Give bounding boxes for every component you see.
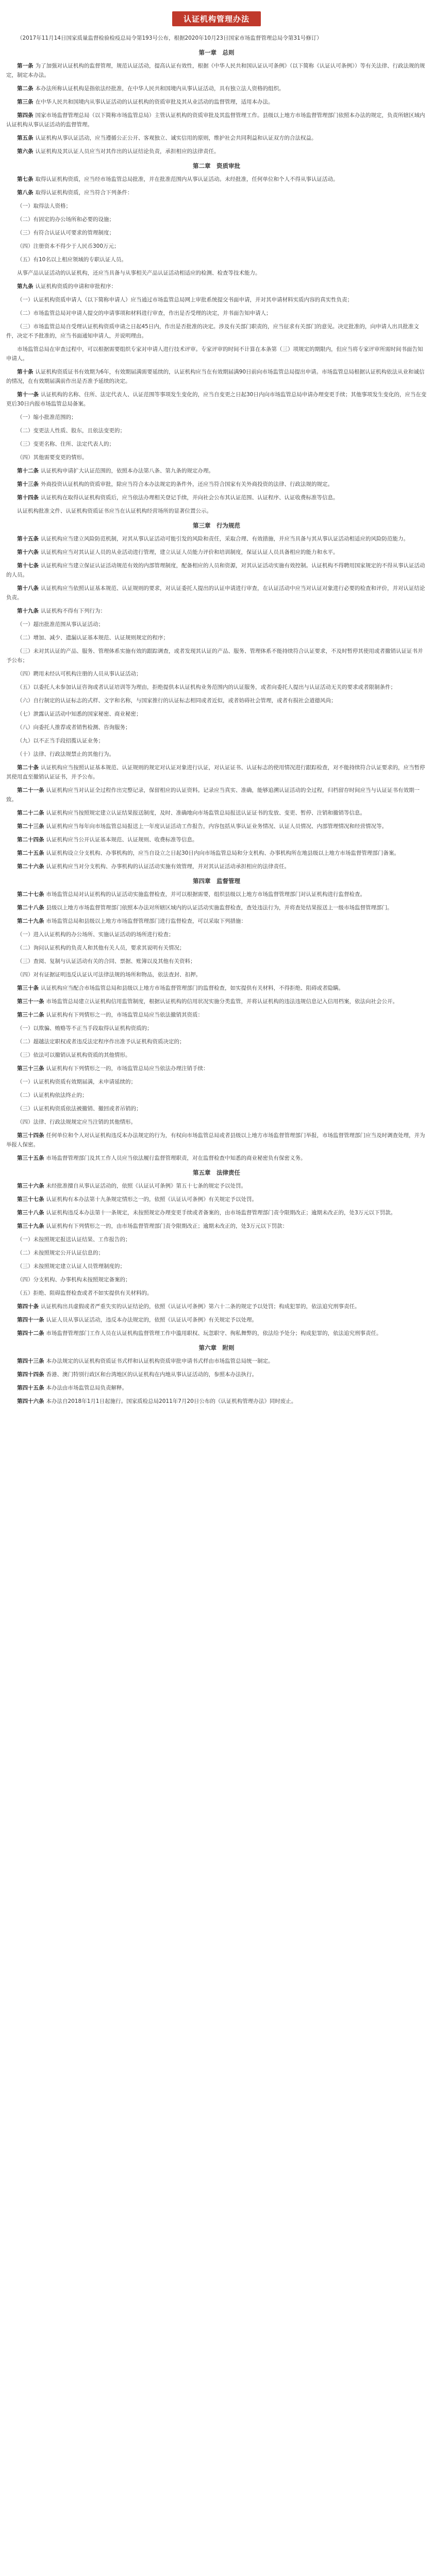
article-paragraph — [6, 390, 427, 409]
article-number: 第四十四条 — [17, 1371, 44, 1378]
article-paragraph — [6, 1370, 427, 1379]
article-text: 本办法自2018年1月1日起施行。国家质检总局2011年7月20日公布的《认证机构管理办法》同时废止。 — [46, 1398, 297, 1404]
article-paragraph — [6, 808, 427, 818]
article-text: 认证机构资质证书有效期为6年，有效期届满需要延续的，认证机构应当在有效期届满90日前向市场监管总局提出申请。市场监管总局根据认证机构依法从业和诚信的情况，在有效期届满前作出是否准予延续的决定。 — [6, 369, 425, 384]
list-item: （四）分支机构、办事机构未按照规定备案的； — [17, 1277, 131, 1283]
article-text: 任何单位和个人对认证机构违反本办法规定的行为，有权向市场监管总局或者县级以上地方市场监督管理部门举报，市场监督管理部门应当及时调查处理，并为举报人保密。 — [6, 1132, 425, 1148]
article-paragraph — [6, 917, 427, 926]
article-text: 认证机构应当按照规定建立认证结果报送制度，及时、准确地向市场监管总局报送认证证书的发放、变更、暂停、注销和撤销等信息。 — [46, 810, 365, 816]
article-paragraph — [6, 97, 427, 107]
article-number: 第十一条 — [17, 392, 39, 398]
article-number: 第四十二条 — [17, 1330, 44, 1336]
article-text: 香港、澳门特别行政区和台湾地区的认证机构在内地从事认证活动的，参照本办法执行。 — [46, 1371, 257, 1378]
article-number: 第二条 — [17, 86, 34, 92]
article-paragraph — [6, 822, 427, 831]
paragraph — [6, 268, 427, 278]
article-text: 认证机构有下列情形之一的，市场监管总局应当依法办理注销手续： — [46, 1065, 209, 1072]
article-text: 从事产品认证活动的认证机构，还应当具备与从事相关产品认证活动相适应的检测、检查等技术能力。 — [17, 270, 261, 276]
article-paragraph — [6, 1329, 427, 1338]
article-number: 第四十一条 — [17, 1317, 44, 1323]
list-item: （三）未对其认证的产品、服务、管理体系实施有效的跟踪调查，或者发现其认证的产品、服务、管理体系不能持续符合认证要求，不及时暂停其使用或者撤销认证证书并予公布； — [6, 648, 423, 664]
article-paragraph — [6, 862, 427, 871]
article-paragraph — [6, 1154, 427, 1163]
list-item: （四）注册资本不得少于人民币300万元； — [17, 243, 120, 249]
article-paragraph — [6, 606, 427, 616]
article-number: 第三十二条 — [17, 1012, 44, 1018]
article-text: 为了加强对认证机构的监督管理，规范认证活动，提高认证有效性，根据《中华人民共和国认证认可条例》（以下简称《认证认可条例》）等有关法律、行政法规的规定，制定本办法。 — [6, 63, 425, 78]
article-text: 市场监管总局和县级以上地方市场监督管理部门进行监督检查，可以采取下列措施： — [46, 918, 246, 924]
article-paragraph — [6, 984, 427, 993]
article-text: 认证机构有下列情形之一的，市场监管总局应当依法撤销其资质： — [46, 1012, 203, 1018]
article-paragraph — [6, 188, 427, 197]
article-text: 认证机构应当对认证全过程作出完整记录，保留相应的认证资料。记录应当真实、准确，能够追溯认证活动的全过程，归档留存时间应当与认证证书有效期一致。 — [6, 787, 420, 803]
article-number: 第十八条 — [17, 585, 39, 591]
article-number: 第三十五条 — [17, 1155, 44, 1161]
article-number: 第一条 — [17, 63, 34, 69]
chapter-heading: 第一章 总则 — [198, 49, 235, 56]
article-text: 认证机构有本办法第十九条规定情形之一的，依照《认证认可条例》有关规定予以处罚。 — [46, 1196, 257, 1202]
list-item: （一）认证机构资质有效期届满，未申请延续的； — [17, 1079, 136, 1085]
article-number: 第四条 — [17, 112, 34, 118]
article-text: 本办法所称认证机构是指依法经批准，在中华人民共和国境内从事认证活动，具有独立法人资格的组织。 — [35, 86, 285, 92]
article-text: 认证机构从事认证活动，应当遵循公正公开、客观独立、诚实信用的原则，维护社会共同利益和认证双方的合法权益。 — [35, 135, 317, 141]
article-number: 第三十九条 — [17, 1223, 44, 1229]
article-paragraph — [6, 890, 427, 899]
paragraph — [6, 506, 427, 516]
article-number: 第四十六条 — [17, 1398, 44, 1404]
list-item: （四）法律、行政法规规定应当注销的其他情形。 — [17, 1119, 136, 1125]
article-number: 第五条 — [17, 135, 34, 141]
article-number: 第十五条 — [17, 536, 39, 542]
list-item: （四）对有证据证明违反认证认可法律法规的场所和物品，依法查封、扣押。 — [17, 972, 201, 978]
article-text: 取得认证机构资质，应当符合下列条件： — [35, 190, 133, 196]
article-text: 认证机构批准文件、认证机构资质证书应当在认证机构经营场所的显著位置公示。 — [17, 508, 212, 514]
chapter-heading: 第二章 资质审批 — [193, 162, 240, 170]
list-item: （二）认证机构依法终止的； — [17, 1092, 88, 1098]
list-item: （二）市场监管总局对申请人提交的申请事项和材料进行审查，作出是否受理的决定，并书面告知申请人； — [17, 310, 272, 316]
list-item: （四）其他需要变更的情形。 — [17, 454, 88, 461]
article-text: 市场监督管理部门及其工作人员应当依法履行监督管理职责，对在监督检查中知悉的商业秘密负有保密义务。 — [46, 1155, 306, 1161]
article-paragraph — [6, 466, 427, 476]
article-paragraph — [6, 849, 427, 858]
article-text: 本办法规定的认证机构资质证书式样和认证机构资质审批申请书式样由市场监管总局统一制定。 — [46, 1358, 274, 1364]
article-number: 第二十四条 — [17, 837, 44, 843]
chapter-heading: 第六章 附则 — [198, 1344, 235, 1351]
article-number: 第三十八条 — [17, 1210, 44, 1216]
article-number: 第二十一条 — [17, 787, 44, 793]
list-item: （四）聘用未经认可机构注册的人员从事认证活动； — [17, 671, 142, 677]
article-number: 第四十五条 — [17, 1385, 44, 1391]
article-text: 认证机构在取得认证机构资质后，应当依法办理相关登记手续，并向社会公布其认证范围、认证程序、认证收费标准等信息。 — [41, 495, 339, 501]
page-title-badge: 认证机构管理办法 — [172, 11, 261, 26]
article-paragraph — [6, 1195, 427, 1204]
list-item: （二）未按照规定公开认证信息的； — [17, 1250, 104, 1256]
article-text: 认证机构及其认证人员应当对其作出的认证结论负责，承担相应的法律责任。 — [35, 148, 220, 155]
list-item: （一）未按照规定报送认证结果、工作报告的； — [17, 1236, 131, 1243]
article-paragraph — [6, 1131, 427, 1149]
article-paragraph — [6, 480, 427, 489]
article-number: 第三十一条 — [17, 998, 44, 1005]
chapter-heading: 第五章 法律责任 — [193, 1169, 240, 1176]
article-number: 第二十六条 — [17, 863, 44, 870]
article-number: 第三十七条 — [17, 1196, 44, 1202]
paragraph — [6, 345, 427, 363]
article-paragraph — [6, 903, 427, 912]
article-paragraph — [6, 1064, 427, 1073]
article-text: 认证机构应当配合市场监管总局和县级以上地方市场监督管理部门的监督检查，如实提供有关材料，不得拒绝、阻碍或者隐瞒。 — [41, 985, 344, 991]
article-paragraph — [6, 548, 427, 557]
article-text: 认证机构应当每年向市场监管总局报送上一年度认证活动工作报告，内容包括从事认证业务情况、认证人员情况、内部管理情况和经营情况等。 — [46, 823, 387, 829]
article-paragraph — [6, 111, 427, 129]
article-text: 认证机构有下列情形之一的，由市场监督管理部门责令限期改正；逾期未改正的，处3万元以下罚款： — [46, 1223, 288, 1229]
article-text: 认证机构应当对分支机构、办事机构的认证活动实施有效管理，并对其认证活动承担相应的法律责任。 — [46, 863, 290, 870]
list-item: （三）查阅、复制与认证活动有关的合同、票据、账簿以及其他有关资料； — [17, 958, 196, 964]
list-item: （二）有固定的办公场所和必要的设施； — [17, 216, 114, 223]
article-paragraph — [6, 84, 427, 93]
article-number: 第二十七条 — [17, 891, 44, 897]
article-number: 第十七条 — [17, 563, 39, 569]
list-item: （三）依法可以撤销认证机构资质的其他情形。 — [17, 1052, 131, 1058]
article-paragraph — [6, 997, 427, 1006]
article-number: 第九条 — [17, 283, 34, 290]
article-number: 第十三条 — [17, 481, 39, 487]
article-paragraph — [6, 493, 427, 502]
article-number: 第六条 — [17, 148, 34, 155]
article-number: 第二十二条 — [17, 810, 44, 816]
article-paragraph — [6, 1397, 427, 1406]
article-number: 第十六条 — [17, 549, 39, 555]
chapter-heading: 第四章 监督管理 — [193, 877, 240, 885]
article-number: 第三十条 — [17, 985, 39, 991]
list-item: （三）未按照规定建立认证人员管理制度的； — [17, 1263, 125, 1269]
article-number: 第二十九条 — [17, 918, 44, 924]
article-paragraph — [6, 282, 427, 291]
article-paragraph — [6, 175, 427, 184]
article-text: 取得认证机构资质，应当经市场监管总局批准，并在批准范围内从事认证活动。未经批准，任何单位和个人不得从事认证活动。 — [35, 176, 339, 182]
article-paragraph — [6, 584, 427, 602]
article-number: 第三十六条 — [17, 1183, 44, 1189]
list-item: （八）向委托人推荐或者销售检测、咨询服务； — [17, 724, 131, 731]
article-number: 第十条 — [17, 369, 34, 375]
article-number: 第二十五条 — [17, 850, 44, 856]
article-text: 认证机构应当按照认证基本规范、认证规则的规定对认证对象进行认证，对认证证书、认证标志的使用情况进行跟踪检查，对不能持续符合认证要求的，应当暂停其使用直至撤销认证证书，并予公布。 — [6, 765, 425, 780]
article-text: 县级以上地方市场监督管理部门依照本办法对所辖区域内的认证活动实施监督检查，查处违法行为，并将查处结果报送上一级市场监督管理部门。 — [46, 905, 393, 911]
list-item: （二）超越法定职权或者违反法定程序作出准予认证机构资质决定的； — [17, 1039, 185, 1045]
list-item: （三）变更名称、住所、法定代表人的； — [17, 441, 114, 447]
article-paragraph — [6, 534, 427, 544]
article-text: 认证机构出具虚假或者严重失实的认证结论的，依照《认证认可条例》第六十二条的规定予以处罚；构成犯罪的，依法追究刑事责任。 — [41, 1303, 360, 1310]
list-item: （二）变更法人性质、股东，且依法变更的； — [17, 428, 125, 434]
article-paragraph — [6, 1302, 427, 1311]
article-text: 本办法由市场监管总局负责解释。 — [46, 1385, 127, 1391]
article-number: 第十二条 — [17, 468, 39, 474]
list-item: （九）以不正当手段招揽认证业务； — [17, 738, 104, 744]
list-item: （一）取得法人资格； — [17, 203, 71, 209]
list-item: （一）缩小批准范围的； — [17, 414, 77, 420]
article-text: 认证机构应当建立风险防范机制，对其从事认证活动可能引发的风险和责任，采取合理、有效措施，并应当具备与其从事认证活动相适应的风险防范能力。 — [41, 536, 409, 542]
article-text: 外商投资认证机构的资质审批，除应当符合本办法规定的条件外，还应当符合国家有关外商投资的法律、行政法规的规定。 — [41, 481, 333, 487]
article-number: 第八条 — [17, 190, 34, 196]
article-number: 第十九条 — [17, 608, 39, 614]
article-paragraph — [6, 561, 427, 580]
article-paragraph — [6, 1222, 427, 1231]
article-number: 第四十三条 — [17, 1358, 44, 1364]
article-number: 第十四条 — [17, 495, 39, 501]
article-paragraph — [6, 1208, 427, 1217]
article-text: 认证机构应当公开认证基本规范、认证规则、收费标准等信息。 — [46, 837, 198, 843]
list-item: （七）泄露认证活动中知悉的国家秘密、商业秘密； — [17, 711, 142, 717]
article-number: 第二十三条 — [17, 823, 44, 829]
article-paragraph — [6, 1010, 427, 1020]
article-paragraph — [6, 786, 427, 804]
list-item: （三）市场监管总局自受理认证机构资质申请之日起45日内，作出是否批准的决定。涉及有关部门职责的，应当征求有关部门的意见。决定批准的，向申请人出具批准文件，决定不予批准的，应当书面通知申请人，并说明理由。 — [6, 324, 419, 339]
intro-paragraph: （2017年11月14日国家质量监督检验检疫总局令第193号公布，根据2020年10月23日国家市场监督管理总局令第31号修订） — [17, 35, 322, 41]
article-text: 认证机构申请扩大认证范围的，依照本办法第八条、第九条的规定办理。 — [41, 468, 214, 474]
article-text: 认证机构的名称、住所、法定代表人、认证范围等事项发生变化的，应当自变更之日起30日内向市场监管总局申请办理变更手续；其他事项发生变化的，应当在变更后30日内报市场监管总局备案。 — [6, 392, 427, 407]
list-item: （六）自行制定的认证标志的式样、文字和名称，与国家推行的认证标志相同或者近似，或者妨碍社会管理，或者有损社会道德风尚； — [17, 698, 337, 704]
article-number: 第三十三条 — [17, 1065, 44, 1072]
article-paragraph — [6, 1181, 427, 1191]
article-number: 第三条 — [17, 99, 34, 105]
list-item: （二）询问认证机构的负责人和其他有关人员，要求其说明有关情况； — [17, 945, 185, 951]
page-title — [6, 11, 427, 26]
list-item: （五）以委托人未参加认证咨询或者认证培训等为理由，拒绝提供本认证机构业务范围内的认证服务，或者向委托人提出与认证活动无关的要求或者限制条件； — [17, 684, 396, 690]
article-paragraph — [6, 1383, 427, 1393]
article-text: 认证机构资质的申请和审批程序： — [35, 283, 116, 290]
article-number: 第二十八条 — [17, 905, 44, 911]
article-text: 认证机构应当依照认证基本规范、认证规则的要求，对认证委托人提出的认证申请进行审查，在认证活动中应当对认证对象进行必要的检查和评价，并对认证结论负责。 — [6, 585, 425, 601]
article-text: 市场监管总局建立认证机构信用监管制度，根据认证机构的信用状况实施分类监管，并将认证机构的违法违规信息记入信用档案，依法向社会公开。 — [46, 998, 398, 1005]
list-item: （一）进入认证机构的办公场所、实施认证活动的场所进行检查； — [17, 931, 174, 938]
article-paragraph — [6, 133, 427, 143]
article-text: 认证人员从事认证活动，违反本办法规定的，依照《认证认可条例》有关规定予以处理。 — [46, 1317, 257, 1323]
document-body — [6, 48, 427, 1406]
article-number: 第四十条 — [17, 1303, 39, 1310]
article-paragraph — [6, 147, 427, 156]
list-item: （三）认证机构资质依法被撤销、撤回或者吊销的； — [17, 1106, 142, 1112]
list-item: （五）拒绝、阻碍监督检查或者不如实提供有关材料的。 — [17, 1290, 153, 1296]
article-text: 在中华人民共和国境内从事认证活动的认证机构的资质审批及其从业活动的监督管理，适用本办法。 — [35, 99, 274, 105]
article-text: 认证机构应当建立保证认证活动规范有效的内部管理制度，配备相应的人员和资源，对其认证活动实施有效控制。认证机构不得聘用国家规定的不得从事认证活动的人员。 — [6, 563, 425, 578]
article-text: 国家市场监督管理总局（以下简称市场监管总局）主管认证机构的资质审批及其监督管理工作。县级以上地方市场监督管理部门依照本办法的规定，负责所辖区域内认证机构从事认证活动的监督管理。 — [6, 112, 425, 128]
article-text: 认证机构不得有下列行为： — [41, 608, 106, 614]
article-text: 认证机构设立分支机构、办事机构的，应当自设立之日起30日内向市场监管总局和分支机构、办事机构所在地县级以上地方市场监督管理部门备案。 — [46, 850, 399, 856]
article-text: 未经批准擅自从事认证活动的，依照《认证认可条例》第五十七条的规定予以处罚。 — [46, 1183, 246, 1189]
article-paragraph — [6, 1357, 427, 1366]
article-text: 市场监管总局对认证机构的认证活动实施监督检查，并可以根据需要，组织县级以上地方市场监督管理部门对认证机构进行监督检查。 — [46, 891, 365, 897]
article-paragraph — [6, 835, 427, 844]
article-number: 第七条 — [17, 176, 34, 182]
list-item: （一）超出批准范围从事认证活动； — [17, 621, 104, 628]
list-item: （二）增加、减少、遗漏认证基本规范、认证规则规定的程序； — [17, 635, 169, 641]
article-paragraph — [6, 61, 427, 80]
article-paragraph — [6, 367, 427, 386]
list-item: （一）以欺骗、贿赂等不正当手段取得认证机构资质的； — [17, 1025, 153, 1031]
article-paragraph — [6, 763, 427, 782]
article-text: 认证机构应当对其认证人员的从业活动进行管理，建立认证人员能力评价和培训制度，保证认证人员具备相应的能力和水平。 — [41, 549, 339, 555]
list-item: （一）认证机构资质申请人（以下简称申请人）应当通过市场监管总局网上审批系统提交书面申请，并对其申请材料实质内容的真实性负责； — [17, 297, 353, 303]
chapter-heading: 第三章 行为规范 — [193, 522, 240, 529]
article-number: 第三十四条 — [17, 1132, 44, 1139]
article-text: 市场监管总局在审查过程中，可以根据需要组织专家对申请人进行技术评审。专家评审的时间不计算在本条第（三）项规定的期限内，但应当将专家评审所需时间书面告知申请人。 — [6, 346, 423, 362]
list-item: （十）法律、行政法规禁止的其他行为。 — [17, 751, 114, 757]
article-number: 第二十条 — [17, 765, 39, 771]
article-text: 市场监督管理部门工作人员在认证机构监督管理工作中滥用职权、玩忽职守、徇私舞弊的，依法给予处分；构成犯罪的，依法追究刑事责任。 — [46, 1330, 382, 1336]
list-item: （五）有10名以上相应领域的专职认证人员。 — [17, 257, 127, 263]
article-paragraph — [6, 1315, 427, 1325]
list-item: （三）有符合认证认可要求的管理制度； — [17, 230, 114, 236]
article-text: 认证机构违反本办法第十一条规定，未按照规定办理变更手续或者备案的，由市场监督管理部门责令限期改正；逾期未改正的，处3万元以下罚款。 — [46, 1210, 396, 1216]
